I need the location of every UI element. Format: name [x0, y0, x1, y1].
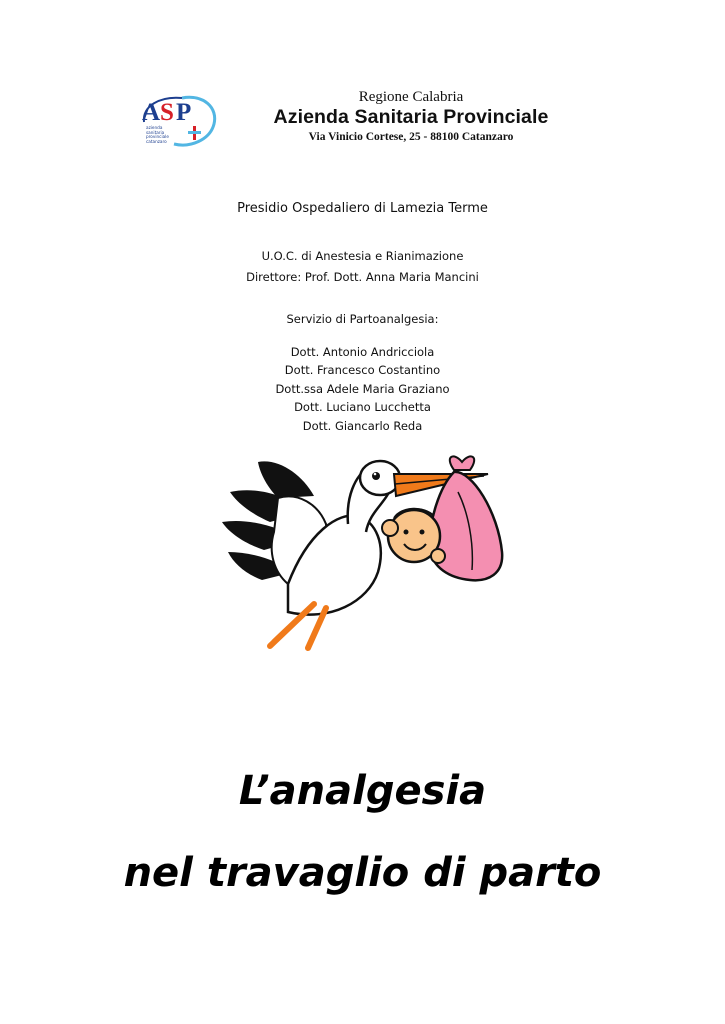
organization-address: Via Vinicio Cortese, 25 - 88100 Catanzaro	[308, 131, 514, 143]
svg-text:P: P	[176, 99, 192, 126]
doctor-item: Dott. Luciano Lucchetta	[294, 400, 431, 415]
document-title-line-1: L’analgesia	[238, 768, 487, 814]
region-name: Regione Calabria	[358, 89, 464, 105]
department-block	[0, 246, 725, 288]
doctor-item: Dott. Francesco Costantino	[284, 363, 441, 378]
logo-text-line: sanitaria	[146, 129, 165, 135]
svg-text:A: A	[142, 99, 161, 126]
doctor-item: Dott.ssa Adele Maria Graziano	[275, 381, 450, 396]
service-name: Servizio di Partoanalgesia:	[286, 312, 439, 326]
doctor-item: Dott. Giancarlo Reda	[302, 418, 423, 433]
document-header	[138, 88, 588, 150]
organization-name: Azienda Sanitaria Provinciale	[273, 106, 549, 128]
logo-text-line: azienda	[146, 125, 163, 130]
logo-text-line: catanzaro	[146, 138, 167, 144]
department-name: U.O.C. di Anestesia e Rianimazione	[261, 249, 464, 263]
header-text	[234, 88, 588, 145]
logo-text-line: provinciale	[146, 134, 169, 140]
department-director: Direttore: Prof. Dott. Anna Maria Mancini	[246, 270, 479, 284]
stork-illustration	[218, 452, 510, 652]
document-title-line-2: nel travaglio di parto	[123, 850, 602, 896]
stork-with-baby-icon	[218, 452, 510, 652]
doctors-list	[0, 343, 725, 435]
hospital-name: Presidio Ospedaliero di Lamezia Terme	[237, 201, 488, 216]
doctor-item: Dott. Antonio Andricciola	[290, 345, 435, 359]
svg-text:S: S	[160, 99, 174, 126]
asp-logo	[138, 92, 220, 148]
asp-logo-text	[146, 126, 169, 144]
